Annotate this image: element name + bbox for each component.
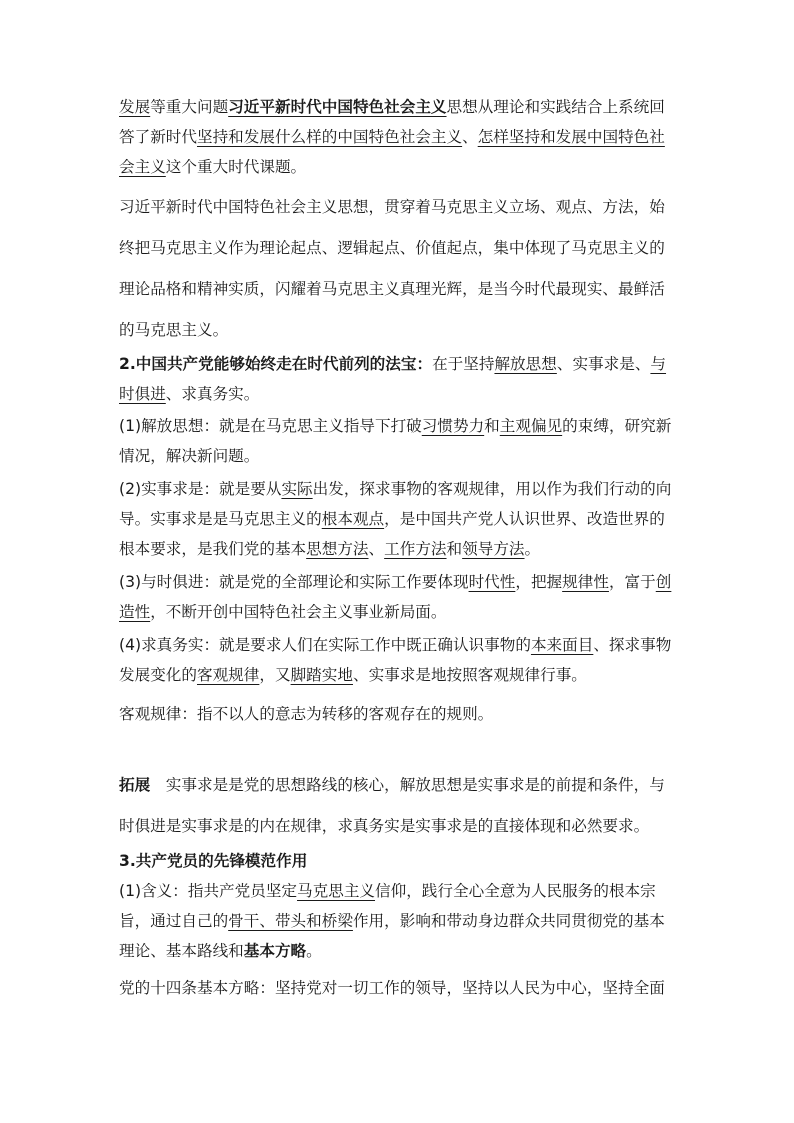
item-emancipate-mind: (1)解放思想：就是在马克思主义指导下打破习惯势力和主观偏见的束缚，研究新情况，解决新问题。 (119, 417, 672, 465)
section-2: 2.中国共产党能够始终走在时代前列的法宝：在于坚持解放思想、实事求是、与时俱进、求真务实。 (119, 355, 667, 403)
note-objective-law: 客观规律：指不以人的意志为转移的客观存在的规则。 (119, 705, 494, 723)
note-fourteen-strategies: 党的十四条基本方略：坚持党对一切工作的领导，坚持以人民为中心，坚持全面 (119, 979, 665, 997)
item-pragmatic: (4)求真务实：就是要求人们在实际工作中既正确认识事物的本来面目、探求事物发展变化的客观规律，又脚踏实地、实事求是地按照客观规律行事。 (119, 636, 672, 684)
paragraph-marxism: 习近平新时代中国特色社会主义思想，贯穿着马克思主义立场、观点、方法，始终把马克思主义作为理论起点、逻辑起点、价值起点，集中体现了马克思主义的理论品格和精神实质，闪耀着马克思主义真理光辉，是当今时代最现实、最鲜活的马克思主义。 (119, 198, 665, 339)
item-keep-pace: (3)与时俱进：就是党的全部理论和实际工作要体现时代性，把握规律性，富于创造性，不断开创中国特色社会主义事业新局面。 (119, 573, 672, 621)
paragraph-thought-summary: 发展等重大问题习近平新时代中国特色社会主义思想从理论和实践结合上系统回答了新时代坚持和发展什么样的中国特色社会主义、怎样坚持和发展中国特色社会主义这个重大时代课题。 (119, 98, 665, 176)
extension-paragraph: 拓展 实事求是是党的思想路线的核心，解放思想是实事求是的前提和条件，与时俱进是实事求是的内在规律，求真务实是实事求是的直接体现和必然要求。 (119, 776, 665, 835)
item-seek-truth: (2)实事求是：就是要从实际出发，探求事物的客观规律，用以作为我们行动的向导。实事求是是马克思主义的根本观点，是中国共产党人认识世界、改造世界的根本要求，是我们党的基本思想方法、工作方法和领导方法。 (119, 480, 672, 558)
item-vanguard-meaning: (1)含义：指共产党员坚定马克思主义信仰，践行全心全意为人民服务的根本宗旨，通过自己的骨干、带头和桥梁作用，影响和带动身边群众共同贯彻党的基本理论、基本路线和基本方略。 (119, 882, 665, 960)
section-3: 3.共产党员的先锋模范作用 (119, 852, 308, 870)
